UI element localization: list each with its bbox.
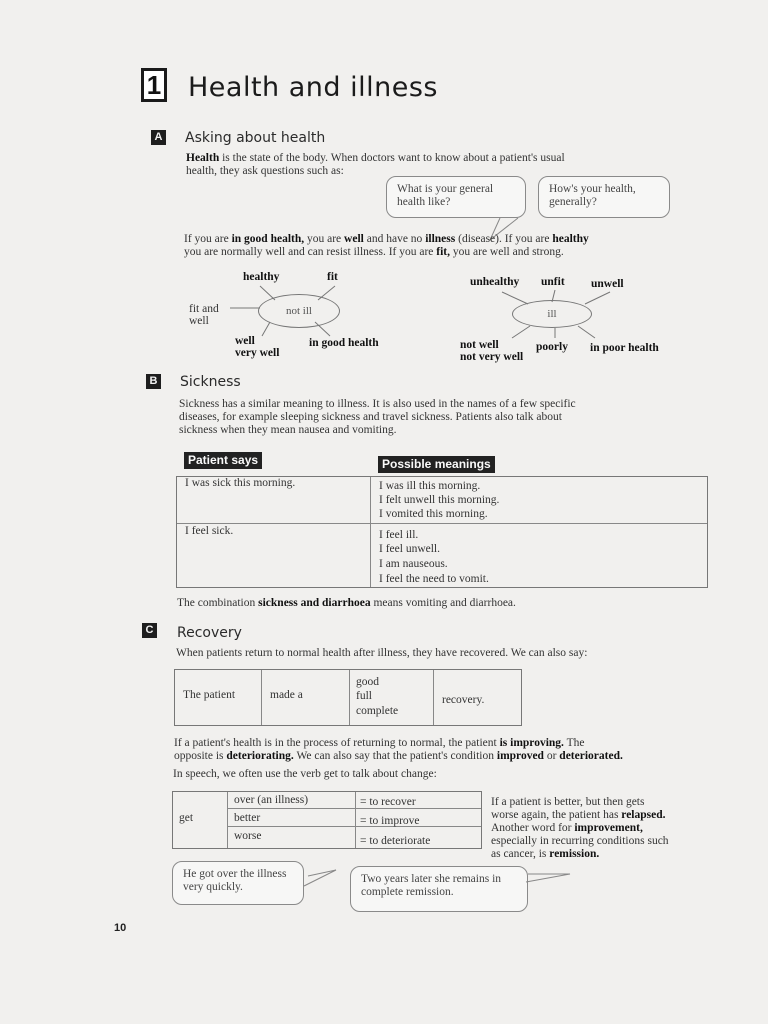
speech-bubble-general-health: What is your general health like? xyxy=(386,176,526,218)
recovery-cell-good: good xyxy=(356,676,379,688)
get-row-2-phrase: better xyxy=(234,812,261,824)
get-row-3-meaning: = to deteriorate xyxy=(360,835,431,847)
recovery-cell-complete: complete xyxy=(356,705,399,717)
get-row-3-phrase: worse xyxy=(234,830,262,842)
page-title: Health and illness xyxy=(188,72,438,103)
speech-note: In speech, we often use the verb get to talk about change: xyxy=(173,768,437,780)
word-well: well xyxy=(235,335,255,347)
speech-bubble-how-health: How's your health, generally? xyxy=(538,176,670,218)
section-c-heading: Recovery xyxy=(177,625,242,641)
improve-paragraph: If a patient's health is in the process of returning to normal, the patient is improving. The opposite is deteriorating. We can also say that the patient's condition improved or deteriorated. xyxy=(174,737,623,762)
section-b-badge: B xyxy=(146,374,161,389)
get-row-1-phrase: over (an illness) xyxy=(234,794,309,806)
word-poorly: poorly xyxy=(536,341,568,353)
table-row-2-meaning-3: I am nauseous. xyxy=(379,558,448,570)
diagram-left-center: not ill xyxy=(258,294,340,328)
unit-number: 1 xyxy=(141,68,167,102)
word-fit-and: fit and xyxy=(189,303,219,315)
word-not-well: not well xyxy=(460,339,499,351)
speech-bubble-remission: Two years later she remains in complete remission. xyxy=(350,866,528,912)
intro-rest: is the state of the body. When doctors want to know about a patient's usual xyxy=(219,152,565,164)
table-row-2-meaning-2: I feel unwell. xyxy=(379,543,440,555)
word-in-good-health: in good health xyxy=(309,337,379,349)
diagram-right-center: ill xyxy=(512,300,592,328)
word-not-very-well: not very well xyxy=(460,351,524,363)
word-unwell: unwell xyxy=(591,278,624,290)
table-header-possible-meanings: Possible meanings xyxy=(378,456,495,473)
recovery-cell-full: full xyxy=(356,690,372,702)
table-row-1-meaning-1: I was ill this morning. xyxy=(379,480,481,492)
word-healthy: healthy xyxy=(243,271,280,283)
section-b-paragraph: Sickness has a similar meaning to illness. It is also used in the names of a few specific diseases, for example sleeping sickness and travel sickness. Patients also talk about sickness when they mean nausea and vomiting. xyxy=(179,398,576,436)
section-a-paragraph: If you are in good health, you are well and have no illness (disease). If you are healthy you are normally well and can resist illness. If you are fit, you are well and strong. xyxy=(184,233,589,258)
section-a-badge: A xyxy=(151,130,166,145)
get-verb: get xyxy=(179,812,194,824)
table-row-2-says: I feel sick. xyxy=(185,525,234,537)
word-well-sub: well xyxy=(189,315,209,327)
speech-bubble-got-over: He got over the illness very quickly. xyxy=(172,861,304,905)
section-a-intro xyxy=(186,152,666,178)
intro-line-2: health, they ask questions such as: xyxy=(186,165,344,177)
word-in-poor-health: in poor health xyxy=(590,342,659,354)
section-c-badge: C xyxy=(142,623,157,638)
word-unhealthy: unhealthy xyxy=(470,276,520,288)
recovery-cell-recovery: recovery. xyxy=(442,694,485,706)
section-c-intro: When patients return to normal health after illness, they have recovered. We can also say: xyxy=(176,647,588,659)
word-fit: fit xyxy=(327,271,338,283)
page-number: 10 xyxy=(114,922,127,934)
intro-term: Health xyxy=(186,152,220,164)
table-row-1-meaning-3: I vomited this morning. xyxy=(379,508,488,520)
remission-note: If a patient is better, but then gets worse again, the patient has relapsed. Another word for improvement, especially in recurring conditions such as cancer, is remission. xyxy=(491,796,669,860)
combination-note: The combination sickness and diarrhoea means vomiting and diarrhoea. xyxy=(177,597,516,609)
get-row-2-meaning: = to improve xyxy=(360,815,420,827)
get-table xyxy=(172,791,482,849)
table-row-2-meaning-1: I feel ill. xyxy=(379,529,419,541)
recovery-cell-patient: The patient xyxy=(183,689,236,701)
bubble-tails-c xyxy=(300,866,580,896)
section-b-heading: Sickness xyxy=(180,374,241,390)
section-a-heading: Asking about health xyxy=(185,130,326,146)
word-unfit: unfit xyxy=(541,276,565,288)
table-row-2-meaning-4: I feel the need to vomit. xyxy=(379,573,489,585)
table-row-1-says: I was sick this morning. xyxy=(185,477,296,489)
word-very-well: very well xyxy=(235,347,280,359)
recovery-cell-made: made a xyxy=(270,689,303,701)
table-header-patient-says: Patient says xyxy=(184,452,262,469)
table-row-1-meaning-2: I felt unwell this morning. xyxy=(379,494,500,506)
get-row-1-meaning: = to recover xyxy=(360,796,416,808)
